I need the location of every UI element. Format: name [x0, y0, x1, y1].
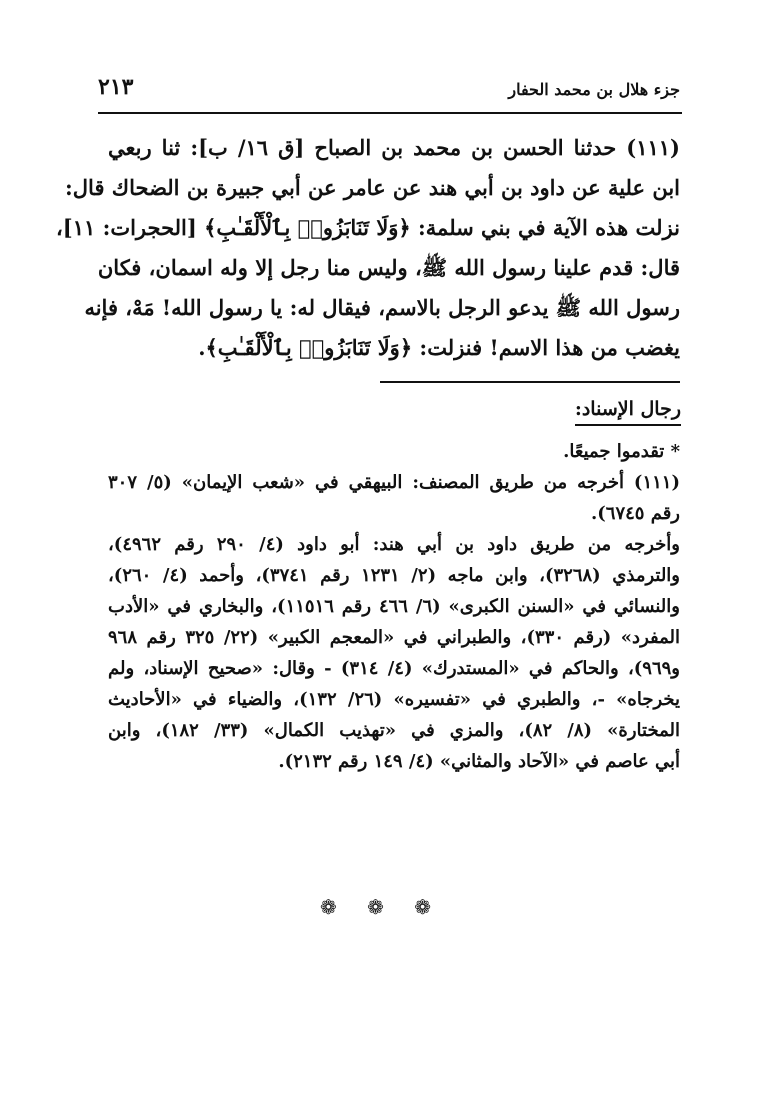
section-divider: [380, 381, 680, 383]
hadith-line: نزلت هذه الآية في بني سلمة: ﴿وَلَا تَنَابَزُوا۟ بِٱلْأَلْقَـٰبِ﴾ [الحجرات: ١١]،: [55, 215, 680, 240]
header-divider: [98, 112, 682, 114]
hadith-line: قال: قدم علينا رسول الله ﷺ، وليس منا رجل إلا وله اسمان، فكان: [97, 255, 680, 280]
footnotes: [108, 436, 680, 777]
footnote-line: والنسائي في «السنن الكبرى» (٦/ ٤٦٦ رقم ١١٥١٦)، والبخاري في «الأدب: [108, 596, 680, 617]
ornament-stars-icon: ❁ ❁ ❁: [320, 895, 443, 919]
hadith-text: [55, 128, 680, 368]
page-number: ٢١٣: [98, 74, 134, 100]
footnote-line: و٩٦٩)، والحاكم في «المستدرك» (٤/ ٣١٤) - وقال: «صحيح الإسناد، ولم: [108, 658, 680, 679]
footnote-line: المختارة» (٨/ ٨٢)، والمزي في «تهذيب الكمال» (٣٣/ ١٨٢)، وابن: [108, 720, 680, 741]
footnote-line: رقم ٦٧٤٥).: [590, 503, 680, 524]
hadith-line: (١١١) حدثنا الحسن بن محمد بن الصباح [ق ١٦/ ب]: ثنا ربعي: [108, 135, 680, 160]
footnote-line: يخرجاه» -، والطبري في «تفسيره» (٢٦/ ١٣٢)، والضياء في «الأحاديث: [108, 689, 681, 710]
footnote-line: * تقدموا جميعًا.: [563, 441, 680, 462]
hadith-line: رسول الله ﷺ يدعو الرجل بالاسم، فيقال له: يا رسول الله! مَهْ، فإنه: [84, 295, 680, 320]
page-header: [98, 72, 680, 108]
rijal-heading: رجال الإسناد:: [575, 398, 681, 426]
footnote-line: المفرد» (رقم ٣٣٠)، والطبراني في «المعجم الكبير» (٢٢/ ٣٢٥ رقم ٩٦٨: [108, 627, 681, 648]
running-title: جزء هلال بن محمد الحفار: [508, 80, 680, 99]
footnote-line: وأخرجه من طريق داود بن أبي هند: أبو داود (٤/ ٢٩٠ رقم ٤٩٦٢)،: [108, 534, 681, 555]
hadith-line: ابن علية عن داود بن أبي هند عن عامر عن أبي جبيرة بن الضحاك قال:: [65, 175, 680, 200]
footnote-line: والترمذي (٣٢٦٨)، وابن ماجه (٢/ ١٢٣١ رقم ٣٧٤١)، وأحمد (٤/ ٢٦٠)،: [108, 565, 681, 586]
footnote-line: (١١١) أخرجه من طريق المصنف: البيهقي في «شعب الإيمان» (٥/ ٣٠٧: [108, 472, 680, 493]
footnote-line: أبي عاصم في «الآحاد والمثاني» (٤/ ١٤٩ رقم ٢١٣٢).: [278, 751, 680, 772]
hadith-line: يغضب من هذا الاسم! فنزلت: ﴿وَلَا تَنَابَزُوا۟ بِٱلْأَلْقَـٰبِ﴾.: [198, 335, 680, 360]
